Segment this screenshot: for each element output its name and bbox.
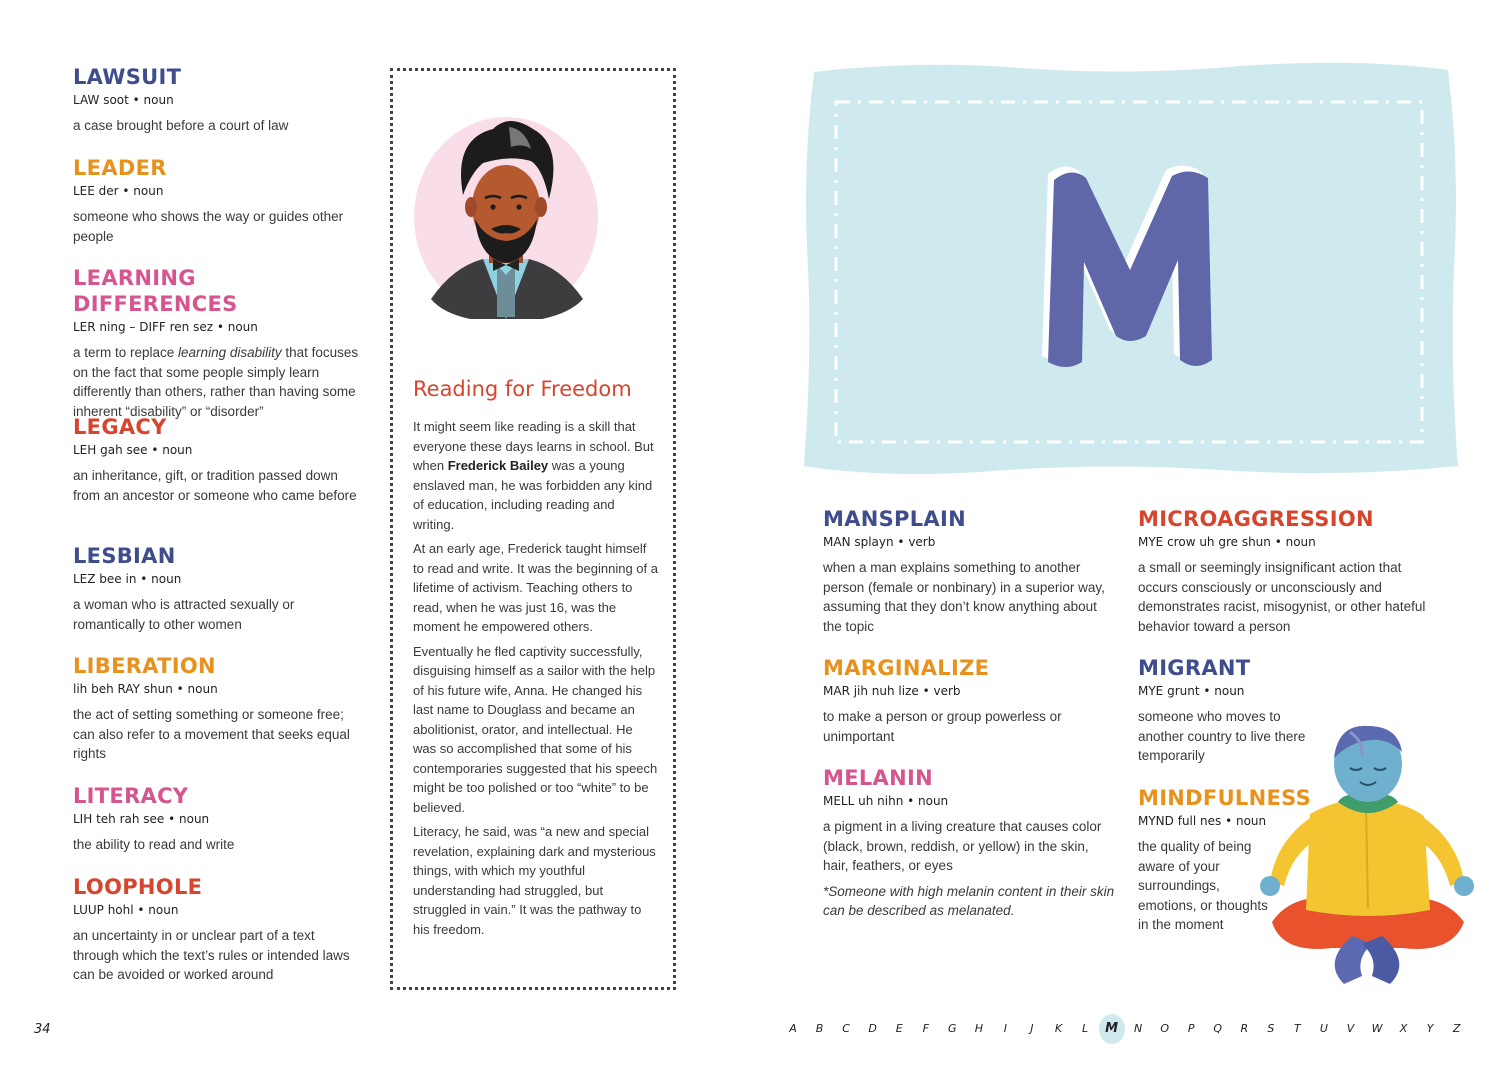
highlight-name: Frederick Bailey [447, 458, 549, 473]
alphabet-letter-y[interactable]: Y [1426, 1022, 1434, 1035]
alphabet-letter-d[interactable]: D [868, 1022, 877, 1035]
entry-word: LEARNING DIFFERENCES [73, 266, 238, 316]
entry-literacy [73, 783, 363, 855]
entry-word: LESBIAN [73, 544, 176, 568]
entry-lawsuit [73, 64, 363, 136]
alphabet-letter-v[interactable]: V [1346, 1022, 1355, 1035]
entry-pronunciation: MELL uh nihn • noun [823, 794, 949, 808]
entry-liberation [73, 653, 363, 764]
alphabet-letter-b[interactable]: B [815, 1022, 824, 1035]
sidebar-paragraph: It might seem like reading is a skill that everyone these days learns in school. But when Frederick Bailey was a young enslaved man, he was forbidden any kind of education, including reading and writing. [413, 419, 654, 532]
entry-definition: someone who shows the way or guides other people [73, 209, 344, 244]
entry-pronunciation: MYND full nes • noun [1138, 814, 1267, 828]
frederick-douglass-portrait [413, 99, 599, 319]
entry-pronunciation: MYE grunt • noun [1138, 684, 1245, 698]
alphabet-letter-u[interactable]: U [1319, 1022, 1328, 1035]
alphabet-letter-n[interactable]: N [1133, 1022, 1143, 1035]
entry-pronunciation: MYE crow uh gre shun • noun [1138, 535, 1316, 549]
sidebar-paragraph: At an early age, Frederick taught himself to read and write. It was the beginning of a lifetime of activism. Teaching others to read, when he was just 16, was the moment he empowered others. [413, 541, 658, 634]
letter-m-glyph [1040, 160, 1220, 375]
alphabet-letter-m[interactable]: M [1099, 1014, 1125, 1044]
sidebar-body [413, 417, 659, 944]
entry-legacy [73, 414, 363, 505]
entry-mansplain [823, 506, 1115, 636]
alphabet-letter-s[interactable]: S [1267, 1022, 1275, 1035]
alphabet-letter-h[interactable]: H [974, 1022, 983, 1035]
entry-definition: an uncertainty in or unclear part of a text through which the text’s rules or intended laws can be avoided or worked around [73, 928, 350, 982]
entry-word: MICROAGGRESSION [1138, 507, 1374, 531]
meditating-child-illustration [1252, 722, 1482, 990]
entry-definition: a case brought before a court of law [73, 118, 289, 133]
entry-pronunciation: MAN splayn • verb [823, 535, 936, 549]
alphabet-letter-k[interactable]: K [1054, 1022, 1063, 1035]
alphabet-letter-q[interactable]: Q [1213, 1022, 1223, 1035]
entry-word: MANSPLAIN [823, 507, 966, 531]
sidebar-paragraph: Literacy, he said, was “a new and special revelation, explaining dark and mysterious things, with which my youthful understanding had struggled, but struggled in vain.” It was the pathway to his freedom. [413, 824, 656, 937]
entry-pronunciation: MAR jih nuh lize • verb [823, 684, 961, 698]
entry-word: LOOPHOLE [73, 875, 203, 899]
alphabet-letter-i[interactable]: I [1003, 1022, 1007, 1035]
entry-definition: an inheritance, gift, or tradition passed down from an ancestor or someone who came before [73, 468, 357, 503]
alphabet-letter-e[interactable]: E [895, 1022, 903, 1035]
alphabet-letter-t[interactable]: T [1294, 1022, 1301, 1035]
entry-melanin [823, 765, 1117, 921]
alphabet-letter-l[interactable]: L [1081, 1022, 1089, 1035]
entry-word: MELANIN [823, 766, 933, 790]
sidebar-title: Reading for Freedom [413, 377, 632, 401]
entry-word: LAWSUIT [73, 65, 182, 89]
alphabet-letter-p[interactable]: P [1187, 1022, 1195, 1035]
entry-definition: the quality of being aware of your surroundings, emotions, or thoughts in the moment [1138, 839, 1268, 932]
entry-definition: a pigment in a living creature that causes color (black, brown, reddish, or yellow) in the skin, hair, feathers, or eyes [823, 819, 1102, 873]
entry-pronunciation: LAW soot • noun [73, 93, 174, 107]
entry-word: MINDFULNESS [1138, 786, 1312, 810]
alphabet-letter-o[interactable]: O [1160, 1022, 1169, 1035]
entry-lesbian [73, 543, 363, 634]
entry-pronunciation: LIH teh rah see • noun [73, 812, 210, 826]
entry-word: LITERACY [73, 784, 189, 808]
alphabet-letter-g[interactable]: G [948, 1022, 957, 1035]
entry-definition: someone who moves to another country to live there temporarily [1138, 709, 1306, 763]
entry-learning-differences [73, 265, 365, 421]
entry-microaggression [1138, 506, 1430, 636]
entry-definition: a term to replace learning disability that focuses on the fact that some people simply learn differently than others, rather than having some inherent “disability” or “disorder” [73, 345, 359, 419]
entry-definition: a woman who is attracted sexually or romantically to other women [73, 597, 295, 632]
alphabet-letter-x[interactable]: X [1399, 1022, 1408, 1035]
entry-word: LEGACY [73, 415, 167, 439]
sidebar-reading-for-freedom [390, 68, 676, 990]
entry-pronunciation: LEH gah see • noun [73, 443, 193, 457]
entry-pronunciation: LER ning – DIFF ren sez • noun [73, 320, 258, 334]
entry-definition: to make a person or group powerless or unimportant [823, 709, 1062, 744]
entry-definition: when a man explains something to another person (female or nonbinary) in a superior way, assuming that they don’t know anything about the topic [823, 560, 1105, 634]
entry-pronunciation: lih beh RAY shun • noun [73, 682, 218, 696]
alphabet-letter-c[interactable]: C [842, 1022, 850, 1035]
alphabet-index [780, 1014, 1470, 1044]
entry-pronunciation: LEZ bee in • noun [73, 572, 182, 586]
entry-definition: a small or seemingly insignificant action that occurs consciously or unconsciously and demonstrates racist, misogynist, or other hateful behavior toward a person [1138, 560, 1426, 634]
entry-word: LIBERATION [73, 654, 216, 678]
alphabet-letter-a[interactable]: A [789, 1022, 797, 1035]
entry-word: LEADER [73, 156, 167, 180]
entry-pronunciation: LUUP hohl • noun [73, 903, 179, 917]
entry-definition: the ability to read and write [73, 837, 235, 852]
entry-note: *Someone with high melanin content in their skin can be described as melanated. [823, 883, 1115, 918]
entry-word: MIGRANT [1138, 656, 1251, 680]
entry-marginalize [823, 655, 1115, 746]
alphabet-letter-z[interactable]: Z [1452, 1022, 1461, 1035]
sidebar-paragraph: Eventually he fled captivity successfully, disguising himself as a sailor with the help of his future wife, Anna. He changed his last name to Douglass and became an abolitionist, orator, and intellectual. He was so accomplished that some of his contemporaries suggested that his speech might be too polished or too “white” to be believed. [413, 643, 658, 815]
entry-loophole [73, 874, 363, 985]
emphasis-term: learning disability [178, 345, 282, 360]
page-number: 34 [34, 1022, 51, 1037]
entry-leader [73, 155, 363, 246]
entry-pronunciation: LEE der • noun [73, 184, 164, 198]
alphabet-letter-j[interactable]: J [1030, 1022, 1034, 1035]
entry-word: MARGINALIZE [823, 656, 990, 680]
entry-definition: the act of setting something or someone free; can also refer to a movement that seeks equal rights [73, 707, 350, 761]
alphabet-letter-w[interactable]: W [1371, 1022, 1383, 1035]
alphabet-letter-r[interactable]: R [1240, 1022, 1249, 1035]
alphabet-letter-f[interactable]: F [922, 1022, 929, 1035]
